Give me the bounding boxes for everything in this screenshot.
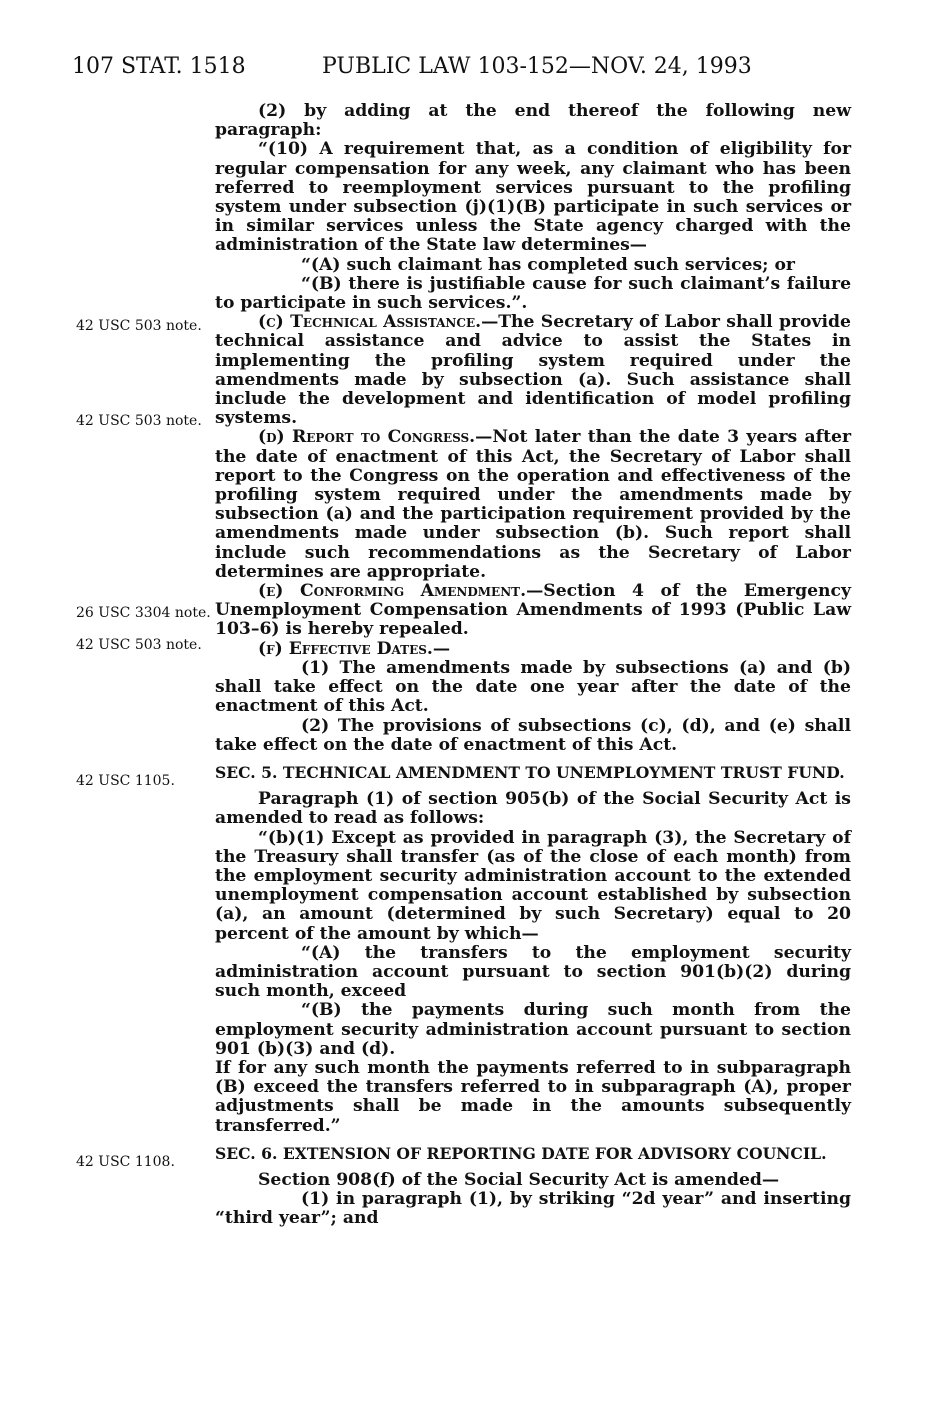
subsection-e [215, 582, 851, 640]
subsection-d [215, 428, 851, 582]
margin-note: 26 USC 3304 note. [76, 605, 211, 621]
paragraph: (1) in paragraph (1), by striking “2d year” and inserting “third year”; and [215, 1189, 851, 1229]
section-heading: SEC. 5. TECHNICAL AMENDMENT TO UNEMPLOYMENT TRUST FUND. [215, 762, 845, 782]
subsection-text: —Section 4 of the Emergency Unemployment Compensation Amendments of 1993 (Public Law 103–6) is hereby repealed. [215, 581, 852, 640]
subsection-heading: (e) Conforming Amendment. [258, 581, 527, 602]
subsection-heading: (c) Technical Assistance. [258, 312, 482, 333]
paragraph: Section 908(f) of the Social Security Act is amended— [258, 1169, 780, 1190]
paragraph: “(A) such claimant has completed such services; or [301, 254, 795, 275]
paragraph: “(A) the transfers to the employment security administration account pursuant to section 901(b)(2) during such month, exceed [215, 942, 851, 1002]
subsection-text: — [432, 638, 451, 659]
subsection-heading: (f) Effective Dates. [258, 638, 433, 659]
paragraph: (2) by adding at the end thereof the following new paragraph: [215, 101, 851, 141]
subsection-text: —The Secretary of Labor shall provide technical assistance and advice to assist the States in implementing the profiling system required under the amendments made by subsection (a). Such assistance shall include the development and identification of model profiling systems. [215, 312, 851, 429]
margin-note: 42 USC 503 note. [76, 318, 202, 334]
subsection-c [215, 313, 851, 428]
paragraph: (1) The amendments made by subsections (a) and (b) shall take effect on the date one year after the date of the enactment of this Act. [215, 657, 851, 717]
paragraph: “(b)(1) Except as provided in paragraph (3), the Secretary of the Treasury shall transfer (as of the close of each month) from the employment security administration account to the extended unemployment compensation account established by subsection (a), an amount (determined by such Secretary) equal to 20 percent of the amount by which— [215, 827, 851, 944]
page-citation: 107 STAT. 1518 [72, 54, 246, 79]
paragraph: “(B) there is justifiable cause for such claimant’s failure to participate in such services.”. [215, 273, 851, 314]
page-title: PUBLIC LAW 103-152—NOV. 24, 1993 [322, 54, 752, 79]
section-heading: SEC. 6. EXTENSION OF REPORTING DATE FOR ADVISORY COUNCIL. [215, 1143, 827, 1163]
paragraph: Paragraph (1) of section 905(b) of the Social Security Act is amended to read as follows: [215, 789, 851, 829]
paragraph: (2) The provisions of subsections (c), (d), and (e) shall take effect on the date of enactment of this Act. [215, 715, 851, 755]
margin-note: 42 USC 1105. [76, 773, 175, 789]
subsection-text: —Not later than the date 3 years after the date of enactment of this Act, the Secretary of Labor shall report to the Congress on the operation and effectiveness of the profiling system required under the amendments made by subsection (a) and the participation requirement provided by the amendments made under subsection (b). Such report shall include such recommendations as the Secretary of Labor determines are appropriate. [215, 427, 852, 582]
paragraph: “(B) the payments during such month from the employment security administration account pursuant to section 901 (b)(3) and (d). [215, 1000, 851, 1059]
margin-note: 42 USC 503 note. [76, 637, 202, 653]
subsection-f [215, 640, 851, 659]
subsection-heading: (d) Report to Congress. [258, 427, 476, 448]
paragraph: “(10) A requirement that, as a condition of eligibility for regular compensation for any week, any claimant who has been referred to reemployment services pursuant to the profiling system under subsection (j)(1)(B) participate in such services or in similar services unless the State agency charged with the administration of the State law determines— [215, 139, 851, 256]
statute-body [215, 102, 851, 1229]
margin-note: 42 USC 503 note. [76, 413, 202, 429]
margin-note: 42 USC 1108. [76, 1154, 175, 1170]
paragraph: If for any such month the payments referred to in subparagraph (B) exceed the transfers referred to in subparagraph (A), proper adjustments shall be made in the amounts subsequently transferred.” [215, 1057, 851, 1136]
